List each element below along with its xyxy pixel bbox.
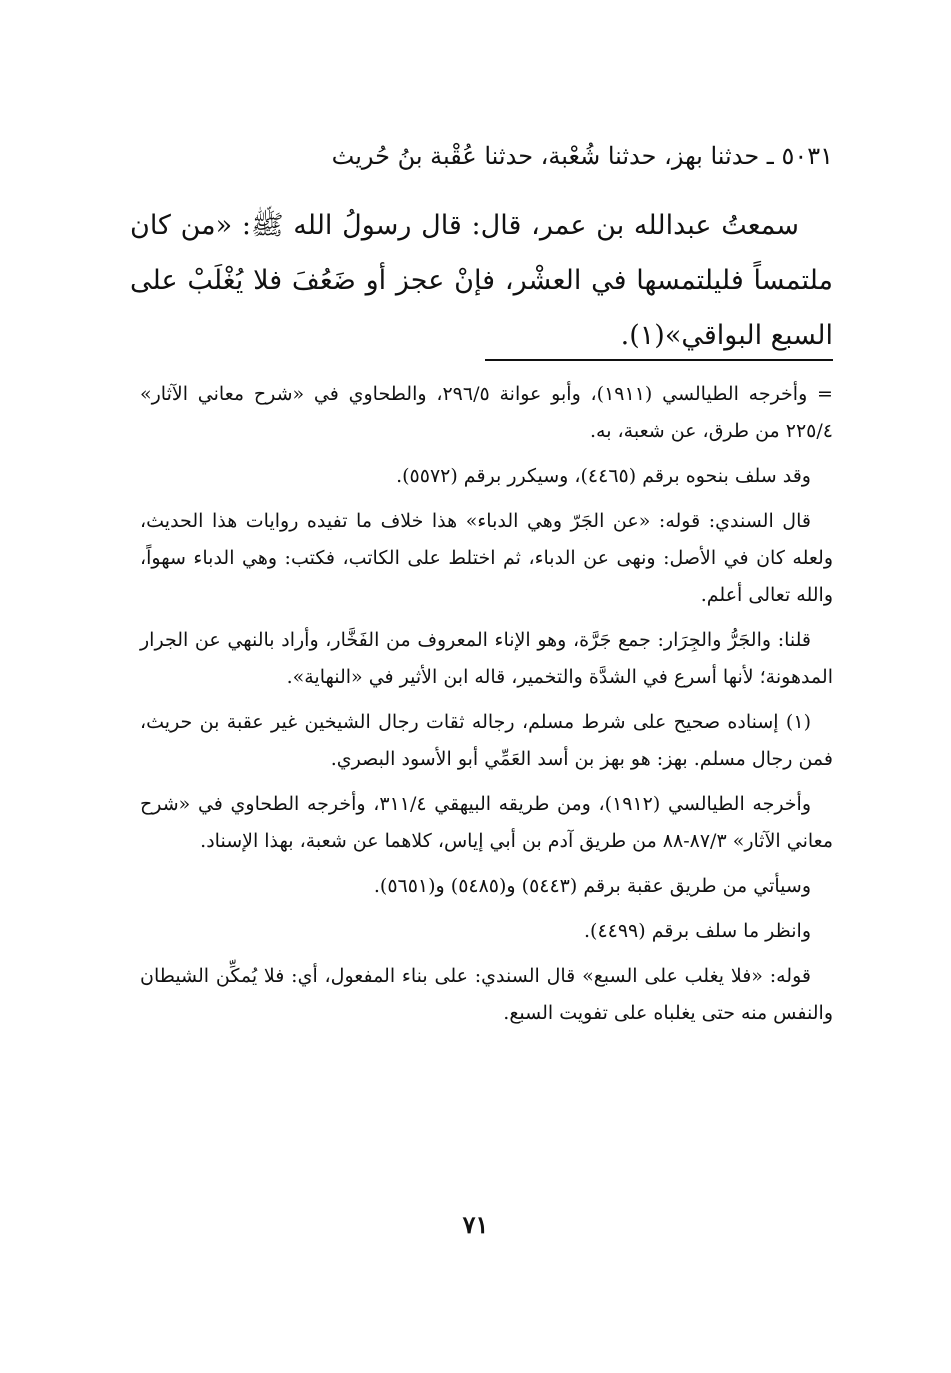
footnote-paragraph: وسيأتي من طريق عقبة برقم (٥٤٤٣) و(٥٤٨٥) و(٥٦٥١).: [373, 875, 811, 897]
hadith-heading: ٥٠٣١ ـ حدثنا بهز، حدثنا شُعْبة، حدثنا عُقْبة بنُ حُريث: [331, 142, 833, 170]
footnote-paragraph: قوله: «فلا يغلب على السبع» قال السندي: على بناء المفعول، أي: فلا يُمكِّن الشيطان والنفس منه حتى يغلباه على تفويت السبع.: [140, 965, 833, 1024]
footnotes-section: [140, 376, 833, 1040]
footnote-paragraph: وانظر ما سلف برقم (٤٤٩٩).: [583, 920, 811, 942]
footnote-divider: [485, 359, 833, 361]
footnote-paragraph: = وأخرجه الطيالسي (١٩١١)، وأبو عوانة ٢٩٦/٥، والطحاوي في «شرح معاني الآثار» ٢٢٥/٤ من طرق، عن شعبة، به.: [140, 383, 833, 442]
footnote-paragraph: وقد سلف بنحوه برقم (٤٤٦٥)، وسيكرر برقم (٥٥٧٢).: [396, 465, 811, 487]
page-number: ٧١: [462, 1210, 489, 1239]
hadith-text-block: [130, 198, 833, 363]
hadith-text: سمعتُ عبدالله بن عمر، قال: قال رسولُ الله ﷺ: «من كان ملتمساً فليلتمسها في العشْر، فإنْ عجز أو ضَعُفَ فلا يُغْلَبْ على السبع البواقي»(١).: [130, 210, 833, 351]
footnote-paragraph: قلنا: والجَرُّ والجِرَار: جمع جَرَّة، وهو الإناء المعروف من الفَخَّار، وأراد بالنهي عن الجرار المدهونة؛ لأنها أسرع في الشدَّة والتخمير، قاله ابن الأثير في «النهاية».: [140, 629, 833, 688]
footnote-paragraph: قال السندي: قوله: «عن الجَرّ وهي الدباء» هذا خلاف ما تفيده روايات هذا الحديث، ولعله كان في الأصل: ونهى عن الدباء، ثم اختلط على الكاتب، فكتب: وهي الدباء سهواً، والله تعالى أعلم.: [140, 510, 833, 606]
footnote-paragraph: (١) إسناده صحيح على شرط مسلم، رجاله ثقات رجال الشيخين غير عقبة بن حريث، فمن رجال مسلم. بهز: هو بهز بن أسد العَمِّي أبو الأسود البصري.: [140, 711, 833, 770]
footnote-paragraph: وأخرجه الطيالسي (١٩١٢)، ومن طريقه البيهقي ٣١١/٤، وأخرجه الطحاوي في «شرح معاني الآثار» ٨٧/٣-٨٨ من طريق آدم بن أبي إياس، كلاهما عن شعبة، بهذا الإسناد.: [140, 793, 833, 852]
